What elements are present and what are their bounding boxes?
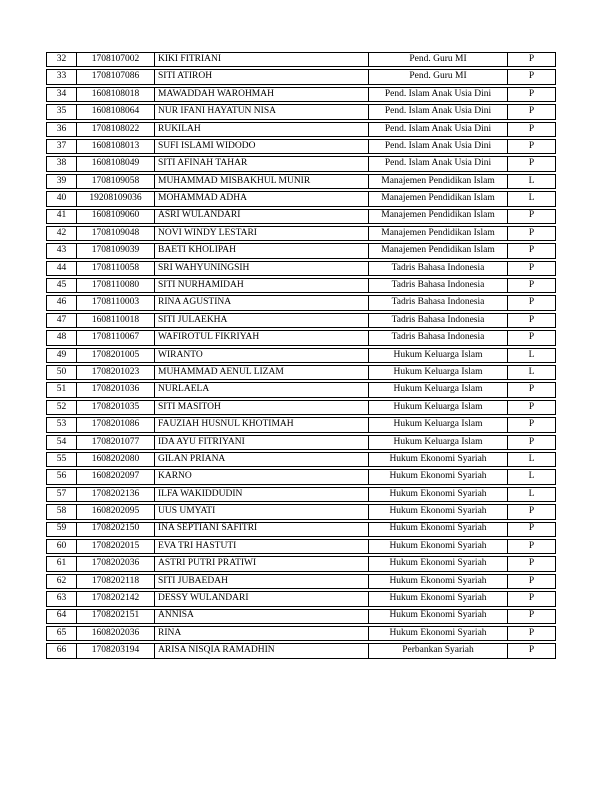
cell-gender: P	[508, 609, 556, 624]
table-row	[46, 226, 556, 241]
cell-student-id: 1708202036	[77, 556, 155, 571]
cell-row-number: 63	[46, 591, 77, 606]
cell-row-number: 53	[46, 417, 77, 432]
table-row	[46, 313, 556, 328]
cell-student-id: 1708201077	[77, 435, 155, 450]
cell-study-program: Tadris Bahasa Indonesia	[369, 278, 508, 293]
cell-student-id: 1708107002	[77, 52, 155, 67]
cell-student-id: 1608108013	[77, 139, 155, 154]
cell-student-name: ILFA WAKIDDUDIN	[155, 487, 369, 502]
cell-student-name: GILAN PRIANA	[155, 452, 369, 467]
cell-student-id: 1708110067	[77, 330, 155, 345]
cell-student-id: 1708109058	[77, 174, 155, 189]
cell-row-number: 61	[46, 556, 77, 571]
cell-gender: P	[508, 330, 556, 345]
cell-row-number: 55	[46, 452, 77, 467]
cell-gender: P	[508, 382, 556, 397]
cell-row-number: 52	[46, 400, 77, 415]
cell-student-id: 1708202136	[77, 487, 155, 502]
cell-row-number: 34	[46, 87, 77, 102]
table-row	[46, 365, 556, 380]
cell-student-id: 1708201023	[77, 365, 155, 380]
cell-student-name: SRI WAHYUNINGSIH	[155, 261, 369, 276]
cell-gender: P	[508, 417, 556, 432]
cell-student-id: 1708202151	[77, 609, 155, 624]
cell-study-program: Pend. Guru MI	[369, 52, 508, 67]
cell-study-program: Manajemen Pendidikan Islam	[369, 243, 508, 258]
cell-study-program: Perbankan Syariah	[369, 643, 508, 658]
cell-gender: P	[508, 104, 556, 119]
table-row	[46, 435, 556, 450]
table-row	[46, 504, 556, 519]
table-row	[46, 522, 556, 537]
cell-student-name: KIKI FITRIANI	[155, 52, 369, 67]
table-row	[46, 400, 556, 415]
cell-row-number: 38	[46, 156, 77, 171]
cell-row-number: 65	[46, 626, 77, 641]
table-row	[46, 417, 556, 432]
table-row	[46, 382, 556, 397]
cell-study-program: Hukum Keluarga Islam	[369, 417, 508, 432]
table-row	[46, 609, 556, 624]
cell-gender: P	[508, 626, 556, 641]
table-row	[46, 122, 556, 137]
cell-student-id: 1708109039	[77, 243, 155, 258]
cell-gender: P	[508, 522, 556, 537]
cell-student-name: KARNO	[155, 469, 369, 484]
table-row	[46, 139, 556, 154]
cell-student-id: 1708110003	[77, 295, 155, 310]
cell-student-name: NUR IFANI HAYATUN NISA	[155, 104, 369, 119]
cell-study-program: Hukum Ekonomi Syariah	[369, 609, 508, 624]
table-row	[46, 191, 556, 206]
cell-gender: P	[508, 209, 556, 224]
cell-row-number: 62	[46, 574, 77, 589]
cell-student-name: WIRANTO	[155, 348, 369, 363]
cell-student-name: NOVI WINDY LESTARI	[155, 226, 369, 241]
cell-row-number: 40	[46, 191, 77, 206]
cell-study-program: Manajemen Pendidikan Islam	[369, 209, 508, 224]
cell-gender: P	[508, 591, 556, 606]
cell-student-id: 1608109060	[77, 209, 155, 224]
cell-row-number: 48	[46, 330, 77, 345]
cell-gender: P	[508, 69, 556, 84]
cell-row-number: 35	[46, 104, 77, 119]
cell-student-name: EVA TRI HASTUTI	[155, 539, 369, 554]
cell-gender: P	[508, 226, 556, 241]
cell-student-name: MOHAMMAD ADHA	[155, 191, 369, 206]
cell-gender: P	[508, 574, 556, 589]
cell-student-name: ANNISA	[155, 609, 369, 624]
cell-gender: L	[508, 348, 556, 363]
cell-student-id: 1708202015	[77, 539, 155, 554]
table-row	[46, 52, 556, 67]
cell-student-name: UUS UMYATI	[155, 504, 369, 519]
cell-student-id: 1708110058	[77, 261, 155, 276]
cell-gender: P	[508, 87, 556, 102]
students-table	[46, 50, 556, 661]
cell-student-name: MUHAMMAD AENUL LIZAM	[155, 365, 369, 380]
cell-student-name: MAWADDAH WAROHMAH	[155, 87, 369, 102]
cell-row-number: 57	[46, 487, 77, 502]
table-row	[46, 87, 556, 102]
cell-student-name: SUFI ISLAMI WIDODO	[155, 139, 369, 154]
cell-row-number: 58	[46, 504, 77, 519]
cell-study-program: Hukum Ekonomi Syariah	[369, 452, 508, 467]
cell-row-number: 64	[46, 609, 77, 624]
cell-row-number: 56	[46, 469, 77, 484]
cell-gender: P	[508, 504, 556, 519]
cell-student-id: 1708202150	[77, 522, 155, 537]
cell-student-id: 1608108049	[77, 156, 155, 171]
table-row	[46, 104, 556, 119]
cell-study-program: Hukum Ekonomi Syariah	[369, 574, 508, 589]
cell-row-number: 43	[46, 243, 77, 258]
cell-row-number: 32	[46, 52, 77, 67]
cell-gender: P	[508, 156, 556, 171]
cell-study-program: Pend. Islam Anak Usia Dini	[369, 139, 508, 154]
cell-gender: P	[508, 643, 556, 658]
cell-student-name: DESSY WULANDARI	[155, 591, 369, 606]
cell-student-id: 1608108018	[77, 87, 155, 102]
cell-study-program: Manajemen Pendidikan Islam	[369, 174, 508, 189]
cell-row-number: 37	[46, 139, 77, 154]
cell-student-name: SITI NURHAMIDAH	[155, 278, 369, 293]
table-row	[46, 591, 556, 606]
cell-student-name: NURLAELA	[155, 382, 369, 397]
cell-gender: L	[508, 452, 556, 467]
cell-row-number: 42	[46, 226, 77, 241]
cell-study-program: Tadris Bahasa Indonesia	[369, 261, 508, 276]
table-row	[46, 156, 556, 171]
cell-study-program: Manajemen Pendidikan Islam	[369, 226, 508, 241]
cell-row-number: 66	[46, 643, 77, 658]
cell-gender: P	[508, 556, 556, 571]
cell-student-name: ASRI WULANDARI	[155, 209, 369, 224]
cell-gender: P	[508, 400, 556, 415]
table-row	[46, 539, 556, 554]
cell-gender: P	[508, 313, 556, 328]
cell-student-id: 19208109036	[77, 191, 155, 206]
cell-student-id: 1608110018	[77, 313, 155, 328]
cell-student-id: 1708110080	[77, 278, 155, 293]
cell-row-number: 51	[46, 382, 77, 397]
table-row	[46, 348, 556, 363]
table-row	[46, 261, 556, 276]
cell-student-name: ARISA NISQIA RAMADHIN	[155, 643, 369, 658]
cell-row-number: 36	[46, 122, 77, 137]
table-row	[46, 174, 556, 189]
cell-row-number: 49	[46, 348, 77, 363]
cell-student-name: SITI MASITOH	[155, 400, 369, 415]
cell-student-id: 1708202142	[77, 591, 155, 606]
cell-gender: L	[508, 487, 556, 502]
cell-gender: P	[508, 139, 556, 154]
table-row	[46, 295, 556, 310]
cell-study-program: Hukum Keluarga Islam	[369, 382, 508, 397]
table-row	[46, 574, 556, 589]
cell-student-name: IDA AYU FITRIYANI	[155, 435, 369, 450]
cell-study-program: Hukum Ekonomi Syariah	[369, 522, 508, 537]
cell-student-id: 1708107086	[77, 69, 155, 84]
cell-student-id: 1708203194	[77, 643, 155, 658]
cell-student-id: 1708109048	[77, 226, 155, 241]
cell-gender: P	[508, 539, 556, 554]
cell-gender: P	[508, 435, 556, 450]
cell-row-number: 54	[46, 435, 77, 450]
table-row	[46, 69, 556, 84]
cell-student-id: 1708201086	[77, 417, 155, 432]
cell-student-name: SITI JUBAEDAH	[155, 574, 369, 589]
cell-row-number: 47	[46, 313, 77, 328]
cell-row-number: 46	[46, 295, 77, 310]
table-row	[46, 330, 556, 345]
cell-student-id: 1608202097	[77, 469, 155, 484]
cell-row-number: 59	[46, 522, 77, 537]
cell-study-program: Hukum Keluarga Islam	[369, 348, 508, 363]
cell-student-name: RUKILAH	[155, 122, 369, 137]
table-row	[46, 556, 556, 571]
cell-student-id: 1708201035	[77, 400, 155, 415]
cell-gender: L	[508, 365, 556, 380]
cell-study-program: Pend. Islam Anak Usia Dini	[369, 87, 508, 102]
cell-student-id: 1608202095	[77, 504, 155, 519]
cell-gender: L	[508, 174, 556, 189]
cell-study-program: Hukum Ekonomi Syariah	[369, 504, 508, 519]
cell-student-id: 1608202080	[77, 452, 155, 467]
cell-student-name: BAETI KHOLIPAH	[155, 243, 369, 258]
table-row	[46, 626, 556, 641]
cell-student-name: RINA AGUSTINA	[155, 295, 369, 310]
cell-gender: P	[508, 295, 556, 310]
cell-row-number: 44	[46, 261, 77, 276]
cell-study-program: Hukum Ekonomi Syariah	[369, 487, 508, 502]
table-row	[46, 469, 556, 484]
cell-student-id: 1708108022	[77, 122, 155, 137]
cell-student-id: 1608108064	[77, 104, 155, 119]
table-row	[46, 278, 556, 293]
cell-gender: P	[508, 243, 556, 258]
cell-row-number: 33	[46, 69, 77, 84]
cell-student-name: SITI AFINAH TAHAR	[155, 156, 369, 171]
cell-study-program: Hukum Ekonomi Syariah	[369, 469, 508, 484]
cell-student-id: 1708201036	[77, 382, 155, 397]
cell-gender: P	[508, 52, 556, 67]
table-row	[46, 452, 556, 467]
cell-study-program: Tadris Bahasa Indonesia	[369, 295, 508, 310]
cell-study-program: Pend. Islam Anak Usia Dini	[369, 122, 508, 137]
cell-study-program: Manajemen Pendidikan Islam	[369, 191, 508, 206]
cell-student-name: MUHAMMAD MISBAKHUL MUNIR	[155, 174, 369, 189]
cell-student-name: ASTRI PUTRI PRATIWI	[155, 556, 369, 571]
cell-gender: L	[508, 191, 556, 206]
cell-gender: L	[508, 469, 556, 484]
cell-student-name: INA SEPTIANI SAFITRI	[155, 522, 369, 537]
cell-study-program: Pend. Islam Anak Usia Dini	[369, 104, 508, 119]
cell-row-number: 39	[46, 174, 77, 189]
cell-gender: P	[508, 261, 556, 276]
table-row	[46, 209, 556, 224]
table-row	[46, 243, 556, 258]
cell-student-name: SITI JULAEKHA	[155, 313, 369, 328]
cell-study-program: Pend. Islam Anak Usia Dini	[369, 156, 508, 171]
cell-student-name: WAFIROTUL FIKRIYAH	[155, 330, 369, 345]
cell-student-id: 1608202036	[77, 626, 155, 641]
cell-gender: P	[508, 278, 556, 293]
cell-study-program: Hukum Ekonomi Syariah	[369, 626, 508, 641]
cell-student-id: 1708201005	[77, 348, 155, 363]
cell-study-program: Tadris Bahasa Indonesia	[369, 330, 508, 345]
cell-row-number: 45	[46, 278, 77, 293]
cell-row-number: 60	[46, 539, 77, 554]
cell-study-program: Hukum Ekonomi Syariah	[369, 591, 508, 606]
cell-study-program: Hukum Keluarga Islam	[369, 400, 508, 415]
cell-row-number: 41	[46, 209, 77, 224]
table-row	[46, 487, 556, 502]
cell-study-program: Hukum Ekonomi Syariah	[369, 556, 508, 571]
cell-row-number: 50	[46, 365, 77, 380]
cell-student-name: RINA	[155, 626, 369, 641]
cell-study-program: Hukum Keluarga Islam	[369, 365, 508, 380]
cell-study-program: Hukum Ekonomi Syariah	[369, 539, 508, 554]
table-row	[46, 643, 556, 658]
cell-gender: P	[508, 122, 556, 137]
cell-student-name: SITI ATIROH	[155, 69, 369, 84]
cell-student-name: FAUZIAH HUSNUL KHOTIMAH	[155, 417, 369, 432]
cell-study-program: Tadris Bahasa Indonesia	[369, 313, 508, 328]
cell-study-program: Hukum Keluarga Islam	[369, 435, 508, 450]
students-table-body	[46, 52, 556, 659]
cell-study-program: Pend. Guru MI	[369, 69, 508, 84]
cell-student-id: 1708202118	[77, 574, 155, 589]
